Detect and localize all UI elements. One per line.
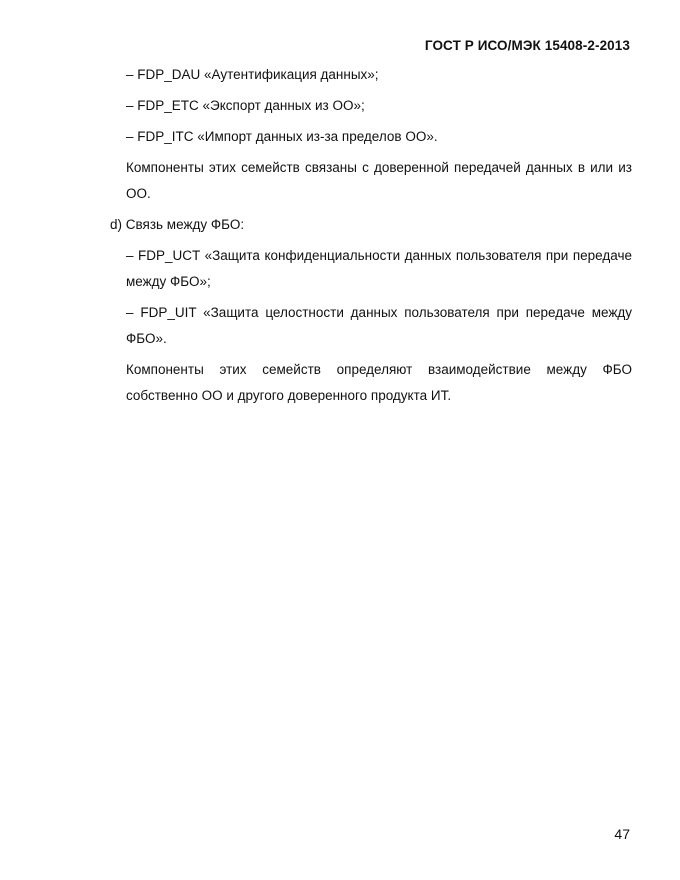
section-d-label: d) Связь между ФБО: <box>110 217 245 232</box>
paragraph-tsf-interaction: Компоненты этих семейств определяют взаимодействие между ФБО собственно ОО и другого доверенного продукта ИТ. <box>126 362 632 403</box>
list-item-fdp-uit: – FDP_UIT «Защита целостности данных пользователя при передаче между ФБО». <box>126 305 632 346</box>
list-item-fdp-dau: – FDP_DAU «Аутентификация данных»; <box>126 67 379 82</box>
page-number: 47 <box>614 826 630 842</box>
list-item-fdp-itc: – FDP_ITC «Импорт данных из-за пределов ОО». <box>126 129 438 144</box>
list-item-fdp-uct: – FDP_UCT «Защита конфиденциальности данных пользователя при передаче между ФБО»; <box>126 248 632 289</box>
page-header-standard-code: ГОСТ Р ИСО/МЭК 15408-2-2013 <box>424 38 630 53</box>
page-content <box>110 62 632 414</box>
list-item-fdp-etc: – FDP_ETC «Экспорт данных из ОО»; <box>126 98 365 113</box>
paragraph-trusted-transfer: Компоненты этих семейств связаны с доверенной передачей данных в или из ОО. <box>126 160 632 201</box>
